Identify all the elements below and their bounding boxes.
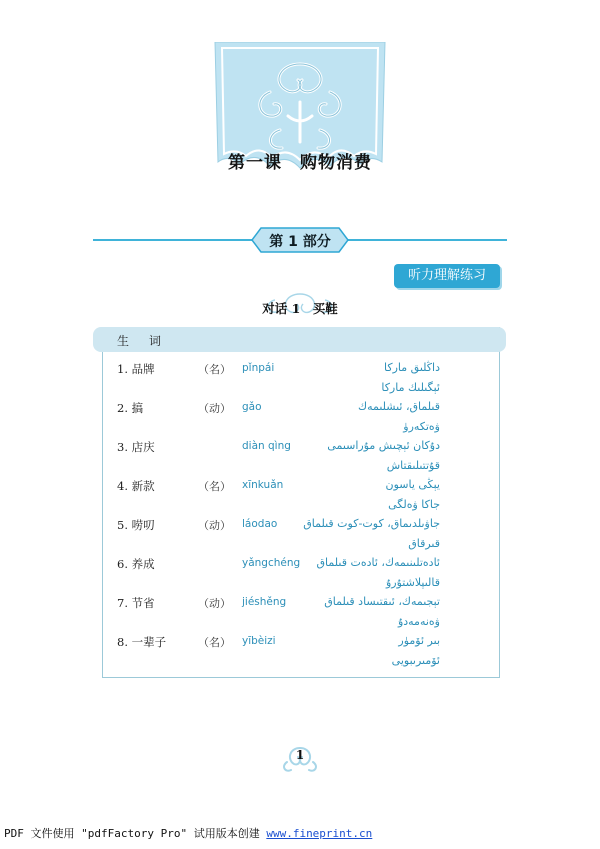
vocabulary-header-label: 生 词 — [117, 334, 169, 348]
vocab-word: 3. 店庆 — [117, 440, 155, 454]
vocab-translation: تېجىمەك، ئىقتىساد قىلماق — [324, 595, 440, 608]
vocab-translation-line2: قالىپلاشتۇرۇ — [385, 576, 440, 589]
vocab-part-of-speech: （动） — [198, 597, 231, 610]
section-label: 第 1 部分 — [269, 234, 331, 250]
page-number: 1 — [295, 748, 305, 762]
footer-link[interactable]: www.fineprint.cn — [266, 827, 373, 840]
vocab-pinyin: yǎngchéng — [242, 557, 301, 569]
vocab-word: 4. 新款 — [117, 479, 155, 493]
vocab-pinyin: diàn qìng — [242, 440, 291, 452]
vocab-word: 5. 唠叨 — [117, 518, 155, 532]
vocab-translation: جاۋىلدىماق، كوت-كوت قىلماق — [303, 517, 440, 530]
vocab-pinyin: xīnkuǎn — [242, 479, 284, 491]
vocab-translation: قىلماق، ئىشلىمەك — [358, 400, 440, 413]
vocab-translation: دۇكان ئېچىش مۇراسىمى — [327, 439, 440, 452]
vocab-part-of-speech: （名） — [198, 480, 231, 493]
section-tab — [251, 227, 349, 253]
vocab-entry — [0, 361, 600, 401]
vocab-translation-line2: ۋەتكەرۈ — [403, 420, 440, 433]
dialogue-title: 对话 1 买鞋 — [262, 301, 338, 316]
vocab-word: 7. 节省 — [117, 596, 155, 610]
vocab-translation: بىر ئۆمۈر — [398, 634, 440, 647]
vocab-entry — [0, 478, 600, 518]
listening-exercise-label: 听力理解练习 — [407, 268, 486, 283]
vocab-entry — [0, 400, 600, 440]
vocab-part-of-speech: （名） — [198, 363, 231, 376]
dialogue-heading — [0, 298, 600, 317]
vocab-entry — [0, 634, 600, 674]
vocab-translation-line2: ئۆمىرىبويى — [391, 654, 440, 667]
vocab-translation-line2: ئېگىلىك ماركا — [381, 381, 440, 394]
vocabulary-header — [93, 327, 506, 352]
vocab-word: 6. 养成 — [117, 557, 155, 571]
pdf-footer — [4, 825, 372, 841]
vocab-translation-line2: قۇتتىلىقتاش — [386, 459, 440, 472]
vocab-translation-line2: جاكا ۋەلگى — [388, 498, 440, 511]
vocab-pinyin: pǐnpái — [242, 362, 275, 374]
listening-exercise-tag — [394, 264, 500, 288]
footer-text: PDF 文件使用 "pdfFactory Pro" 试用版本创建 — [4, 827, 267, 840]
vocab-translation: داڭلىق ماركا — [384, 361, 440, 374]
lesson-title: 第一课 购物消费 — [228, 153, 372, 173]
ornament-icon — [210, 42, 390, 202]
vocab-translation: يېڭى ياسون — [385, 478, 440, 491]
vocab-pinyin: gǎo — [242, 401, 262, 413]
vocab-entry — [0, 595, 600, 635]
vocab-pinyin: yībèizi — [242, 635, 276, 647]
lesson-banner — [210, 42, 390, 202]
vocab-pinyin: jiéshěng — [242, 596, 287, 608]
vocab-entry — [0, 439, 600, 479]
vocab-translation-line2: قىرقاق — [408, 537, 440, 550]
vocab-part-of-speech: （名） — [198, 636, 231, 649]
vocab-word: 1. 品牌 — [117, 362, 155, 376]
vocab-part-of-speech: （动） — [198, 402, 231, 415]
vocab-part-of-speech: （动） — [198, 519, 231, 532]
vocab-word: 8. 一辈子 — [117, 635, 167, 649]
vocab-entry — [0, 556, 600, 596]
vocab-translation: ئادەتلىنىمەك، ئادەت قىلماق — [316, 556, 440, 569]
vocab-translation-line2: ۋەنەمەدۇ — [397, 615, 440, 628]
vocab-pinyin: láodao — [242, 518, 278, 530]
vocab-entry — [0, 517, 600, 557]
vocab-word: 2. 搞 — [117, 401, 144, 415]
